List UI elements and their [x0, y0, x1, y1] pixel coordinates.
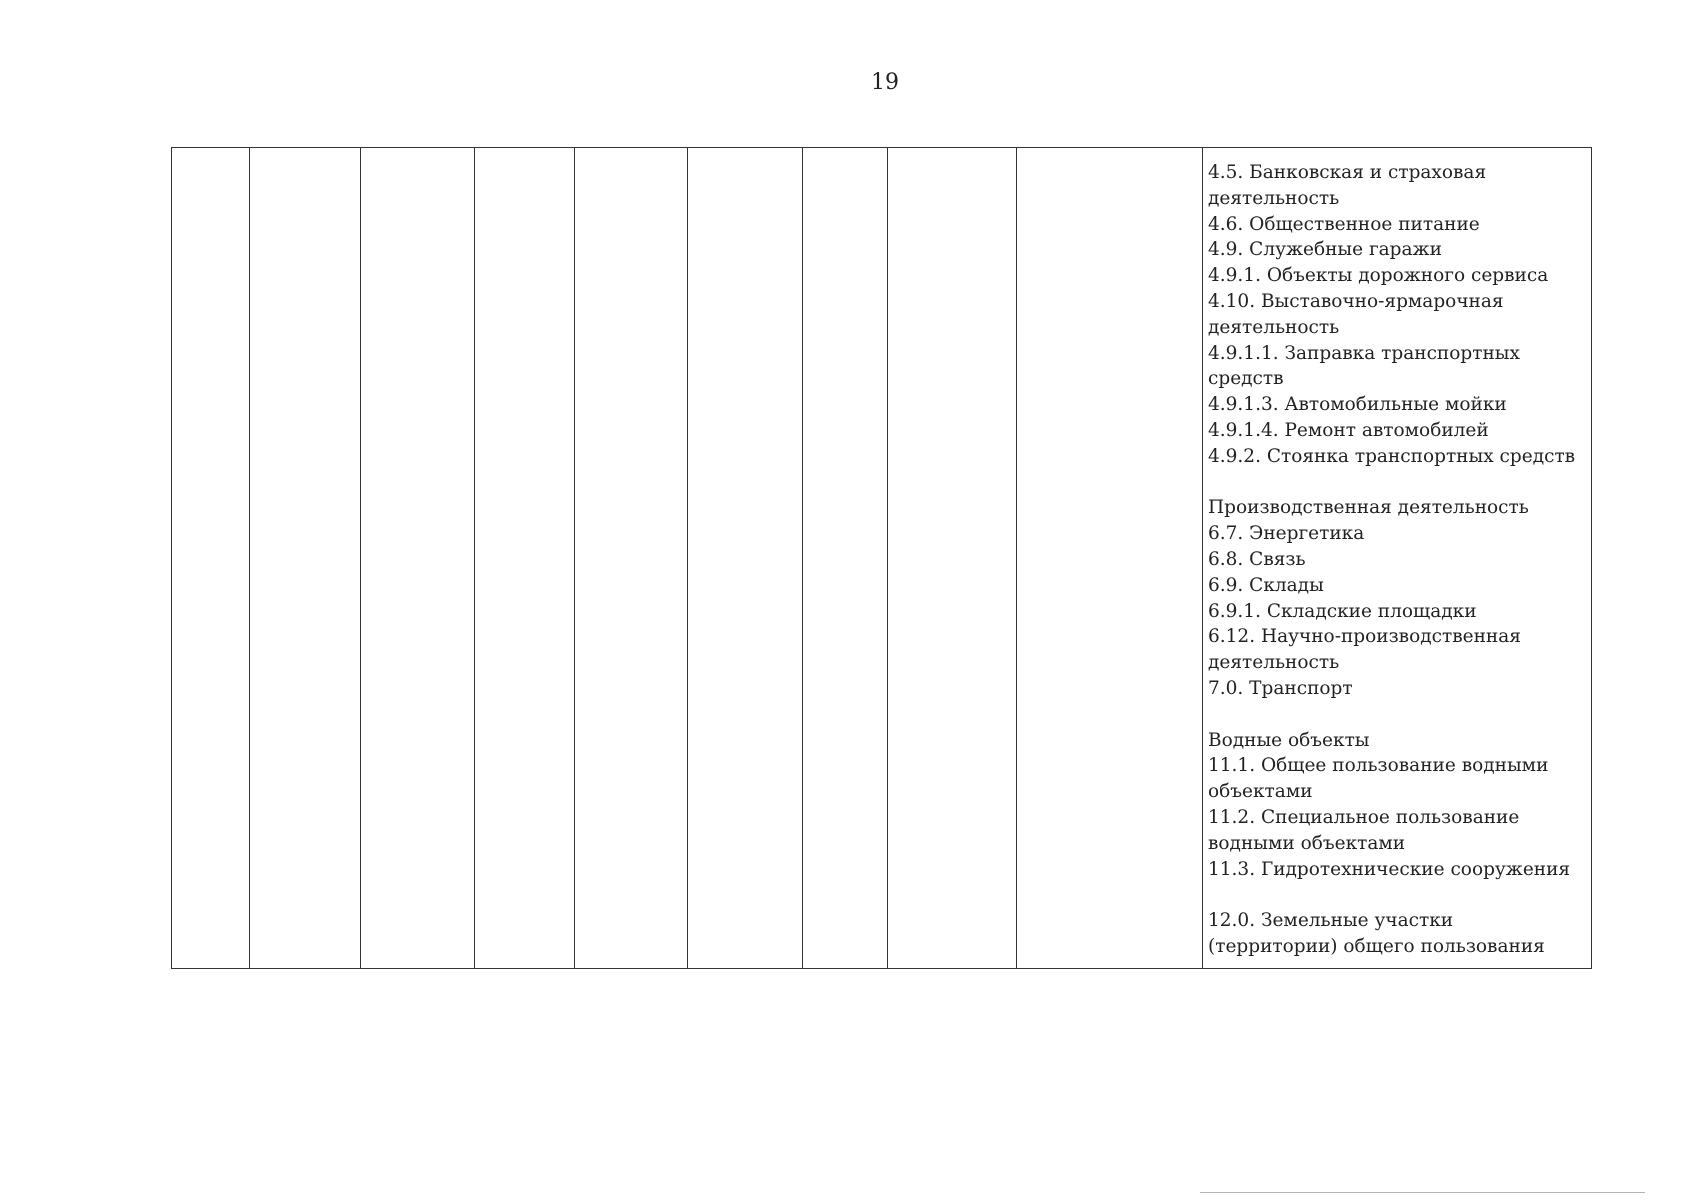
list-item: 11.1. Общее пользование водными объектами	[1208, 755, 1549, 803]
empty-cell	[803, 148, 888, 969]
list-item: 6.9. Склады	[1208, 574, 1324, 596]
empty-cell	[361, 148, 475, 969]
page-number: 19	[871, 70, 899, 95]
land-use-table	[171, 147, 1592, 969]
list-item: 6.12. Научно-производственная деятельность	[1208, 626, 1521, 674]
scan-artifact-line	[1200, 1192, 1645, 1193]
list-item: Водные объекты	[1208, 729, 1370, 751]
list-item: 6.9.1. Складские площадки	[1208, 600, 1477, 622]
empty-cell	[250, 148, 361, 969]
empty-cell	[475, 148, 575, 969]
empty-cell	[575, 148, 688, 969]
list-item: 4.9.1.3. Автомобильные мойки	[1208, 394, 1507, 416]
list-item: 4.9.1.1. Заправка транспортных средств	[1208, 342, 1520, 390]
empty-cell	[688, 148, 803, 969]
list-item: 6.8. Связь	[1208, 548, 1306, 570]
list-item: 4.6. Общественное питание	[1208, 213, 1480, 235]
list-item: 6.7. Энергетика	[1208, 523, 1365, 545]
empty-cell	[1017, 148, 1203, 969]
list-group-water	[1208, 728, 1583, 883]
list-group-public	[1208, 908, 1583, 960]
list-item: 11.2. Специальное пользование водными объектами	[1208, 806, 1520, 854]
list-item: Производственная деятельность	[1208, 497, 1529, 519]
empty-cell	[172, 148, 250, 969]
list-item: 4.5. Банковская и страховая деятельность	[1208, 162, 1487, 209]
list-item: 11.3. Гидротехнические сооружения	[1208, 858, 1571, 880]
list-group-commercial	[1208, 160, 1583, 470]
list-item: 4.9.2. Стоянка транспортных средств	[1208, 445, 1576, 467]
list-group-production	[1208, 495, 1583, 701]
list-item: 12.0. Земельные участки (территории) общего пользования	[1208, 910, 1545, 957]
list-item: 4.10. Выставочно-ярмарочная деятельность	[1208, 290, 1504, 338]
empty-cell	[888, 148, 1017, 969]
list-item: 4.9. Служебные гаражи	[1208, 239, 1442, 261]
table-row	[172, 148, 1592, 969]
permitted-uses-cell	[1203, 148, 1592, 969]
list-item: 7.0. Транспорт	[1208, 677, 1353, 699]
list-item: 4.9.1.4. Ремонт автомобилей	[1208, 419, 1489, 441]
list-item: 4.9.1. Объекты дорожного сервиса	[1208, 265, 1549, 287]
